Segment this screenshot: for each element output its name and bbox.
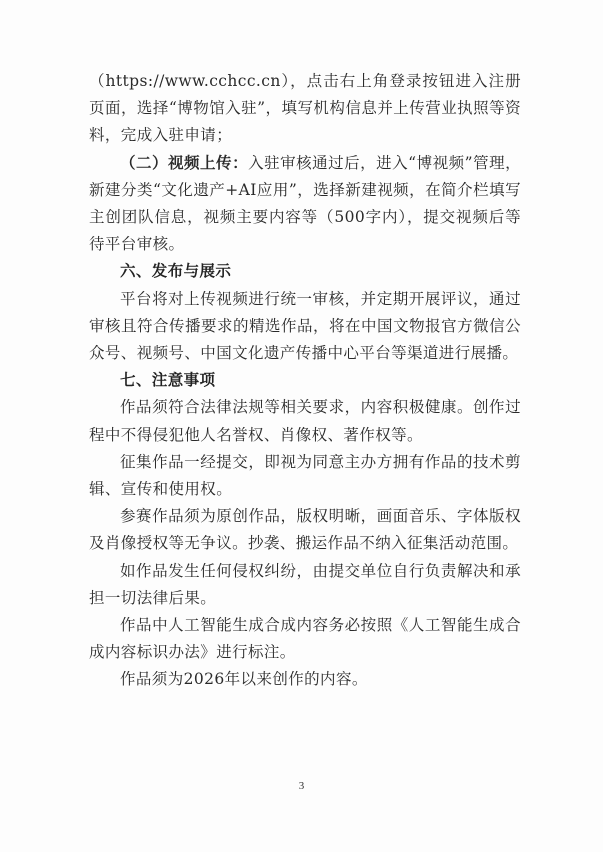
section-heading-publish: 六、发布与展示 bbox=[120, 262, 232, 281]
paragraph-publish-body: 平台将对上传视频进行统一审核，并定期开展评议，通过审核且符合传播要求的精选作品，将在中国文物报官方微信公众号、视频号、中国文化遗产传播中心平台等渠道进行展播。 bbox=[89, 289, 521, 363]
paragraph-note-ai-label: 作品中人工智能生成合成内容务必按照《人工智能生成合成内容标识办法》进行标注。 bbox=[89, 616, 521, 662]
page-number: 3 bbox=[298, 780, 305, 792]
paragraph-registration-continuation: （https://www.cchcc.cn），点击右上角登录按钮进入注册页面，选择“博物馆入驻”，填写机构信息并上传营业执照等资料，完成入驻申请； bbox=[89, 72, 521, 145]
document-body bbox=[89, 68, 521, 694]
video-upload-text: 入驻审核通过后，进入“博视频”管理，新建分类“文化遗产+AI应用”，选择新建视频，在简介栏填写主创团队信息，视频主要内容等（500字内），提交视频后等待平台审核。 bbox=[89, 153, 521, 254]
section-heading-notes: 七、注意事项 bbox=[120, 371, 216, 390]
paragraph-note-disputes: 如作品发生任何侵权纠纷，由提交单位自行负责解决和承担一切法律后果。 bbox=[89, 561, 521, 607]
paragraph-note-original: 参赛作品须为原创作品，版权明晰，画面音乐、字体版权及肖像授权等无争议。抄袭、搬运作品不纳入征集活动范围。 bbox=[89, 507, 521, 553]
paragraph-note-rights: 征集作品一经提交，即视为同意主办方拥有作品的技术剪辑、宣传和使用权。 bbox=[89, 452, 521, 499]
paragraph-note-legal: 作品须符合法律法规等相关要求，内容积极健康。创作过程中不得侵犯他人名誉权、肖像权、著作权等。 bbox=[89, 398, 521, 444]
paragraph-note-date: 作品须为2026年以来创作的内容。 bbox=[120, 670, 368, 689]
paragraph-video-upload bbox=[89, 150, 521, 259]
video-upload-lead: （二）视频上传： bbox=[120, 153, 249, 172]
